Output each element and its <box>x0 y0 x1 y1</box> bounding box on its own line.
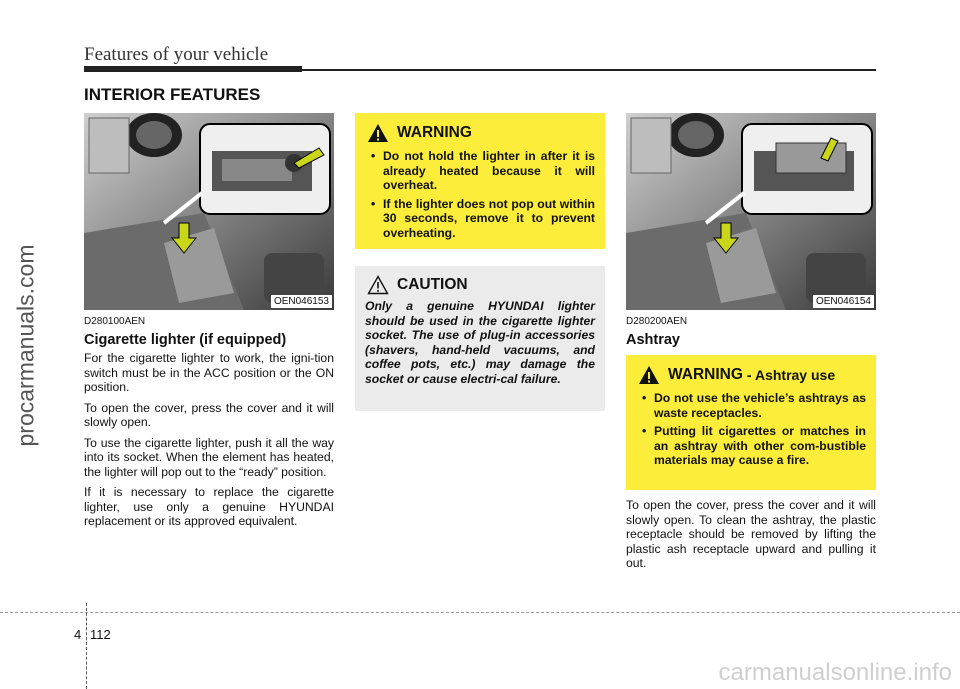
warning-title-text: WARNING <box>668 366 743 383</box>
footer-divider <box>0 612 960 613</box>
ashtray-heading: Ashtray <box>626 332 680 348</box>
warning-subtitle: - Ashtray use <box>746 367 836 383</box>
lighter-paragraph: If it is necessary to replace the cigarette lighter, use only a genuine HYUNDAI replacement or its approved equivalent. <box>84 485 334 528</box>
chapter-number: 4 <box>74 627 82 642</box>
caution-title-text: CAUTION <box>397 276 468 293</box>
caution-triangle-icon <box>367 275 389 295</box>
caution-title <box>367 275 605 295</box>
section-title: INTERIOR FEATURES <box>84 85 261 104</box>
ashtray-body: To open the cover, press the cover and it will slowly open. To clean the ashtray, the plastic receptacle should be removed by lifting the plastic ash receptacle upward and pulling it out. <box>626 498 876 570</box>
lighter-illustration <box>84 113 334 310</box>
warning-item: • Putting lit cigarettes or matches in an ashtray with other com-bustible materials may cause a fire. <box>636 424 866 468</box>
warning-item: • If the lighter does not pop out within 30 seconds, remove it to prevent overheating. <box>365 197 595 241</box>
warning-triangle-icon <box>367 123 389 143</box>
ashtray-illustration <box>626 113 876 310</box>
figure-cigarette-lighter <box>84 113 334 310</box>
figure-ashtray <box>626 113 876 310</box>
warning-title <box>367 123 605 143</box>
warning-list <box>636 391 866 468</box>
side-watermark: procarmanuals.com <box>12 244 39 447</box>
warning-list <box>365 149 595 240</box>
figure-code-left: OEN046153 <box>271 295 332 308</box>
footer-vertical-rule <box>86 603 88 689</box>
lighter-code: D280100AEN <box>84 316 146 327</box>
warning-title <box>638 365 876 385</box>
lighter-body <box>84 351 334 535</box>
warning-item: • Do not hold the lighter in after it is already heated because it will overheat. <box>365 149 595 193</box>
header-rule-thick <box>84 66 302 72</box>
figure-code-right: OEN046154 <box>813 295 874 308</box>
bottom-watermark: carmanualsonline.info <box>718 659 952 686</box>
page-number: 112 <box>90 627 111 642</box>
ashtray-code: D280200AEN <box>626 316 688 327</box>
lighter-paragraph: For the cigarette lighter to work, the igni-tion switch must be in the ACC position or the ON position. <box>84 351 334 394</box>
chapter-header-title: Features of your vehicle <box>84 44 269 65</box>
caution-text: Only a genuine HYUNDAI lighter should be used in the cigarette lighter socket. The use of plug-in accessories (shavers, hand-held vacuums, and coffee pots, etc.) may damage the socket or cause electri-cal failure. <box>365 299 595 386</box>
caution-box <box>355 266 605 411</box>
lighter-heading: Cigarette lighter (if equipped) <box>84 332 287 348</box>
lighter-paragraph: To open the cover, press the cover and it will slowly open. <box>84 400 334 429</box>
warning-box-lighter <box>355 113 605 249</box>
warning-item: • Do not use the vehicle’s ashtrays as waste receptacles. <box>636 391 866 420</box>
warning-box-ashtray <box>626 355 876 490</box>
lighter-paragraph: To use the cigarette lighter, push it all the way into its socket. When the element has heated, the lighter will pop out to the “ready” position. <box>84 435 334 479</box>
header-rule-thin <box>302 69 876 71</box>
warning-title-text: WARNING <box>397 124 472 141</box>
warning-triangle-icon <box>638 365 660 385</box>
